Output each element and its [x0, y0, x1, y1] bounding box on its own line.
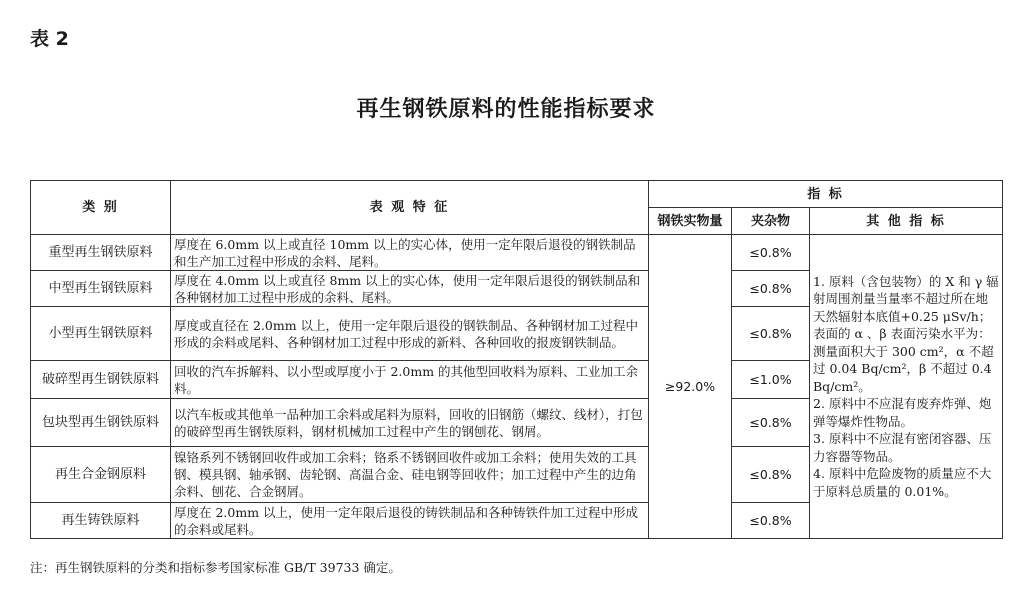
- category-cell: 小型再生钢铁原料: [31, 307, 171, 361]
- category-cell: 破碎型再生钢铁原料: [31, 361, 171, 399]
- table-row: [31, 235, 1003, 271]
- impurity-value: ≤0.8%: [732, 447, 810, 503]
- features-cell: 厚度在 6.0mm 以上或直径 10mm 以上的实心体，使用一定年限后退役的钢铁制品和生产加工过程中形成的余料、尾料。: [171, 235, 649, 271]
- other-indicator-item: 3. 原料中不应混有密闭容器、压力容器等物品。: [813, 431, 992, 464]
- impurity-value: ≤0.8%: [732, 503, 810, 539]
- steel-content-value: ≥92.0%: [649, 235, 732, 539]
- performance-requirements-table: [30, 180, 1003, 539]
- category-cell: 包块型再生钢铁原料: [31, 399, 171, 447]
- header-features: 表 观 特 征: [171, 181, 649, 235]
- impurity-value: ≤0.8%: [732, 235, 810, 271]
- other-indicator-item: 4. 原料中危险废物的质量应不大于原料总质量的 0.01%。: [813, 466, 992, 499]
- features-cell: 厚度在 2.0mm 以上，使用一定年限后退役的铸铁制品和各种铸铁件加工过程中形成的余料或尾料。: [171, 503, 649, 539]
- impurity-value: ≤0.8%: [732, 307, 810, 361]
- category-cell: 重型再生钢铁原料: [31, 235, 171, 271]
- category-cell: 再生合金钢原料: [31, 447, 171, 503]
- other-indicators-cell: [810, 235, 1003, 539]
- features-cell: 厚度在 4.0mm 以上或直径 8mm 以上的实心体，使用一定年限后退役的钢铁制品和各种钢材加工过程中形成的余料、尾料。: [171, 271, 649, 307]
- impurity-value: ≤1.0%: [732, 361, 810, 399]
- features-cell: 厚度或直径在 2.0mm 以上，使用一定年限后退役的钢铁制品、各种钢材加工过程中形成的余料或尾料、各种钢材加工过程中形成的新料、各种回收的报废钢铁制品。: [171, 307, 649, 361]
- table-number-label: 表 2: [30, 28, 69, 50]
- features-cell: 镍铬系列不锈钢回收件或加工余料；铬系不锈钢回收件或加工余料；使用失效的工具钢、模具钢、轴承钢、齿轮钢、高温合金、硅电钢等回收件；加工过程中产生的边角余料、刨花、合金钢屑。: [171, 447, 649, 503]
- other-indicator-item: 1. 原料（含包装物）的 X 和 γ 辐射周围剂量当量率不超过所在地天然辐射本底值+0.25 μSv/h；表面的 α 、β 表面污染水平为：测量面积大于 300 cm²，α 不超过 0.04 Bq/cm²，β 不超过 0.4 Bq/cm²。: [813, 273, 999, 394]
- header-indicators: 指 标: [649, 181, 1003, 208]
- impurity-value: ≤0.8%: [732, 399, 810, 447]
- header-steel-content: 钢铁实物量: [649, 208, 732, 235]
- features-cell: 以汽车板或其他单一品种加工余料或尾料为原料，回收的旧钢筋（螺纹、线材），打包的破碎型再生钢铁原料，钢材机械加工过程中产生的钢刨花、钢屑。: [171, 399, 649, 447]
- category-cell: 再生铸铁原料: [31, 503, 171, 539]
- features-cell: 回收的汽车拆解料、以小型或厚度小于 2.0mm 的其他型回收料为原料、工业加工余料。: [171, 361, 649, 399]
- other-indicator-item: 2. 原料中不应混有废弃炸弹、炮弹等爆炸性物品。: [813, 396, 992, 429]
- table-title: 再生钢铁原料的性能指标要求: [356, 97, 656, 122]
- table-footnote: 注：再生钢铁原料的分类和指标参考国家标准 GB/T 39733 确定。: [30, 560, 401, 575]
- header-other: 其 他 指 标: [810, 208, 1003, 235]
- header-category: 类 别: [31, 181, 171, 235]
- impurity-value: ≤0.8%: [732, 271, 810, 307]
- category-cell: 中型再生钢铁原料: [31, 271, 171, 307]
- header-impurities: 夹杂物: [732, 208, 810, 235]
